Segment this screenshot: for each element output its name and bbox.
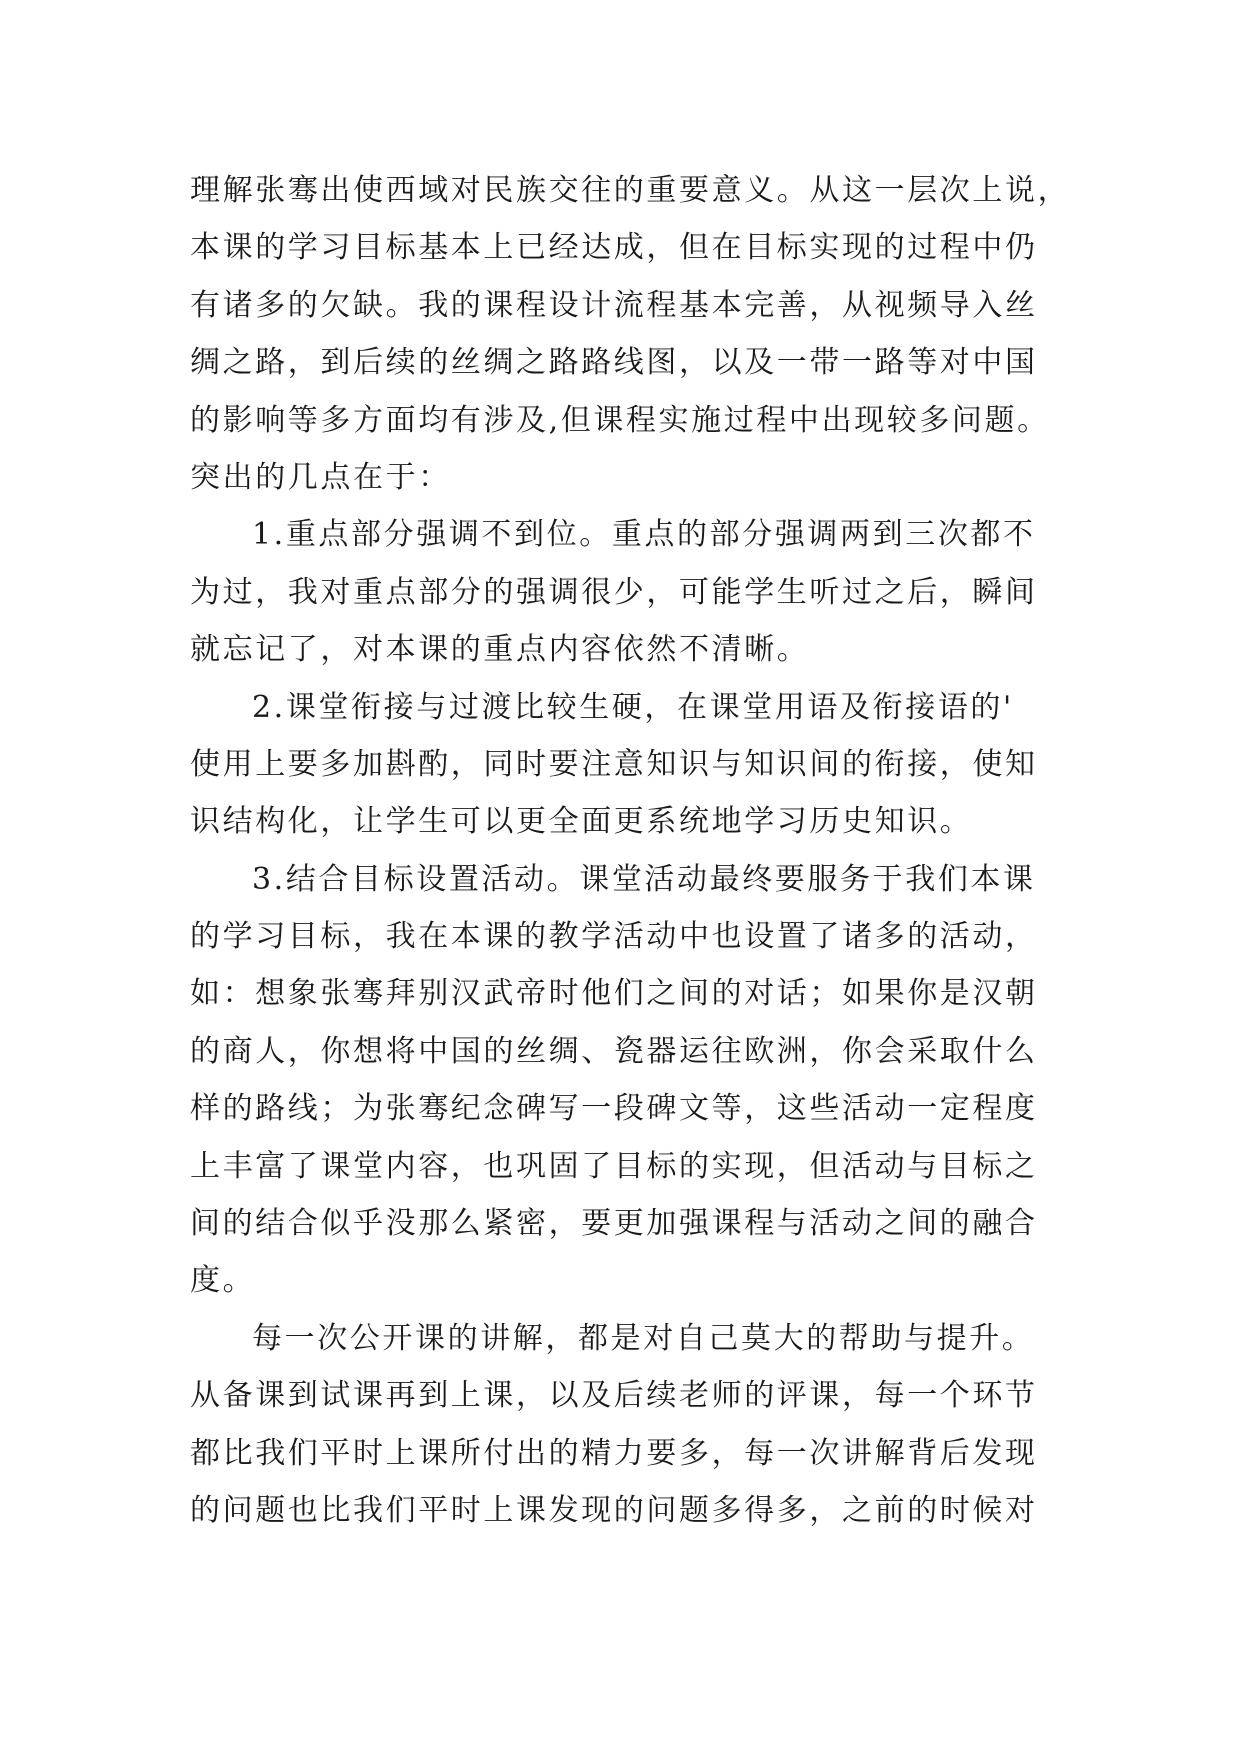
text-line: 的影响等多方面均有涉及,但课程实施过程中出现较多问题。 xyxy=(190,402,1050,438)
text-line: 识结构化，让学生可以更全面更系统地学习历史知识。 xyxy=(190,804,973,840)
paragraph-start-line: 每一次公开课的讲解，都是对自己莫大的帮助与提升。 xyxy=(252,1320,1035,1356)
text-line: 就忘记了，对本课的重点内容依然不清晰。 xyxy=(190,632,810,668)
text-line: 从备课到试课再到上课，以及后续老师的评课，每一个环节 xyxy=(190,1378,1038,1414)
text-line: 有诸多的欠缺。我的课程设计流程基本完善，从视频导入丝 xyxy=(190,287,1038,323)
text-line: 使用上要多加斟酌，同时要注意知识与知识间的衔接，使知 xyxy=(190,746,1038,782)
text-line: 间的结合似乎没那么紧密，要更加强课程与活动之间的融合 xyxy=(190,1206,1038,1242)
document-body xyxy=(190,162,1070,1539)
text-line: 度。 xyxy=(190,1263,256,1299)
text-line: 的商人，你想将中国的丝绸、瓷器运往欧洲，你会采取什么 xyxy=(190,1033,1038,1069)
list-item-3-line: 3.结合目标设置活动。课堂活动最终要服务于我们本课 xyxy=(252,861,1036,897)
text-line: 的学习目标，我在本课的教学活动中也设置了诸多的活动， xyxy=(190,919,1038,955)
text-line: 如：想象张骞拜别汉武帝时他们之间的对话；如果你是汉朝 xyxy=(190,976,1038,1012)
text-line: 上丰富了课堂内容，也巩固了目标的实现，但活动与目标之 xyxy=(190,1148,1038,1184)
list-item-2-line: 2.课堂衔接与过渡比较生硬，在课堂用语及衔接语的' xyxy=(252,689,1014,725)
text-line: 本课的学习目标基本上已经达成，但在目标实现的过程中仍 xyxy=(190,230,1038,266)
list-item-1-line: 1.重点部分强调不到位。重点的部分强调两到三次都不 xyxy=(252,517,1036,553)
text-line: 绸之路，到后续的丝绸之路路线图，以及一带一路等对中国 xyxy=(190,345,1038,381)
text-line: 突出的几点在于： xyxy=(190,459,451,495)
text-line: 为过，我对重点部分的强调很少，可能学生听过之后，瞬间 xyxy=(190,574,1038,610)
text-line: 理解张骞出使西域对民族交往的重要意义。从这一层次上说， xyxy=(190,173,1071,208)
text-line: 都比我们平时上课所付出的精力要多，每一次讲解背后发现 xyxy=(190,1435,1038,1471)
text-line: 的问题也比我们平时上课发现的问题多得多，之前的时候对 xyxy=(190,1492,1038,1528)
text-line: 样的路线；为张骞纪念碑写一段碑文等，这些活动一定程度 xyxy=(190,1091,1038,1127)
